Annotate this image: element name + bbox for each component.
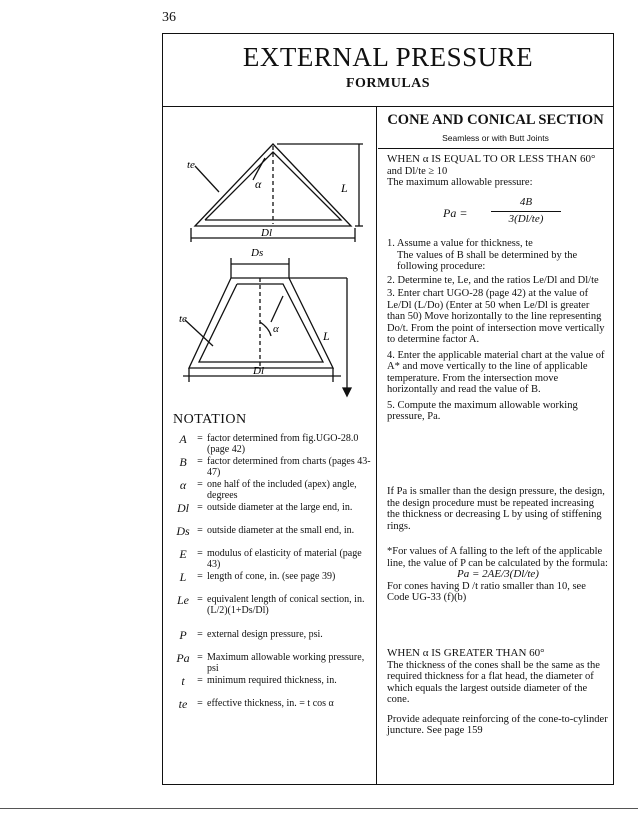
step-1-detail: The values of B shall be determined by the following procedure: xyxy=(397,249,578,272)
notation-desc: length of cone, in. (see page 39) xyxy=(207,571,336,582)
case2-text: The thickness of the cones shall be the same as the required thickness for a flat head, the diameter of which equals the largest outside diameter of the cone. xyxy=(387,659,600,705)
case1-condition: and Dl/te ≥ 10 xyxy=(387,165,448,177)
l-label-2: L xyxy=(323,329,330,343)
notation-desc: minimum required thickness, in. xyxy=(207,675,337,686)
page-subtitle: FORMULAS xyxy=(345,76,431,91)
page-number: 36 xyxy=(162,10,176,25)
case2-block xyxy=(387,648,609,737)
formula-bar xyxy=(491,211,561,212)
page-bottom-rule xyxy=(0,808,638,809)
notation-desc: modulus of elasticity of material (page 43) xyxy=(207,548,362,570)
notation-symbol: P xyxy=(179,628,187,642)
notation-symbol: te xyxy=(178,697,188,711)
procedure-steps xyxy=(387,238,609,423)
max-pressure-formula xyxy=(443,196,583,230)
alpha-ref-line xyxy=(271,296,283,322)
notation-desc: factor determined from fig.UGO-28.0 (page 42) xyxy=(207,433,359,455)
step-5: 5. Compute the maximum allowable working pressure, Pa. xyxy=(387,399,578,422)
section-subtitle: Seamless or with Butt Joints xyxy=(442,133,549,143)
note-smaller-pressure: If Pa is smaller than the design pressure, the design, the design procedure must be repeated increasing the thickness or decreasing L by using of stiffening rings. xyxy=(387,486,605,532)
l-arrow-2 xyxy=(343,388,351,396)
te-leader-2 xyxy=(185,320,213,346)
notation-symbol: t xyxy=(181,674,185,688)
alpha-label-2: α xyxy=(273,323,279,335)
note-left-of-line: *For values of A falling to the left of the applicable line, the value of P can be calculated by the formula: xyxy=(387,546,608,569)
notation-desc: equivalent length of conical section, in.(L/2)(1+Ds/Dl) xyxy=(207,594,365,616)
step-3: 3. Enter chart UGO-28 (page 42) at the value of Le/Dl (L/Do) (Enter at 50 when Le/Dl is greater than 50) Move horizontally to the line representing Do/t. From the point of intersection move vertically to determine factor A. xyxy=(387,288,605,345)
ds-label: Ds xyxy=(251,247,264,259)
notation-symbol: Pa xyxy=(176,651,190,665)
dl-label: Dl xyxy=(261,227,272,239)
case2-heading: WHEN α IS GREATER THAN 60° xyxy=(387,647,545,659)
notation-desc: Maximum allowable working pressure, psi xyxy=(207,652,365,674)
notation-symbol: B xyxy=(179,455,187,469)
page-frame: EXTERNAL PRESSURE FORMULAS CONE AND CONICAL SECTION Seamless or with Butt Joints te α L Dl Ds te α L Dl NOTATION A = factor determined from fig.UGO-28.0 (page 42) B = factor determined from charts (pages 43-47) α = one half of the included (apex) angle, degrees Dl = outside diameter at the large end, in. Ds = outside diameter at the small end, in. E = modulus of elasticity of material (page 43) L = length of cone, in. (see page 39) Le = equivalent length of conical section, in.(L/2)(1+Ds/Dl) P = external design pressure, psi. Pa = Maximum allowable working pressure, psi t = minimum required thickness, in. te = effective thickness, in. = t cos α WHEN α IS EQUAL TO OR LESS THAN 60° and Dl/te ≥ 10 The maximum allowable pressure: Pa = 4B 3(Dl/te) 1. Assume a value for thickness, te The values of B shall be determined by the following procedure: 2. Determine te, Le, and the ratios Le/Dl and Dl/te 3. Enter chart UGO-28 (page 42) at the value of Le/Dl (L/Do) (Enter at 50 when Le/Dl is greater than 50) Move horizontally to the line representing Do/t. From the point of intersection move vertically to determine factor A. 4. Enter the applicable material chart at the value of A* and move vertically to the line of applicable temperature. From the intersection move horizontally and read the value of B. 5. Compute the maximum allowable working pressure, Pa. If Pa is smaller than the design pressure, the design, the design procedure must be repeated increasing the thickness or decreasing L by using of stiffening rings. *For values of A falling to the left of the applicable line, the value of P can be calculated by the formula: Pa = 2AE/3(Dl/te) For cones having D /t ratio smaller than 10, see Code UG-33 (f)(b) WHEN α IS GREATER THAN 60° The thickness of the cones shall be the same as the required thickness for a flat head, the diameter of which equals the largest outside diameter of the cone. Provide adequate reinforcing of the cone-to-cylinder juncture. See page 159 xyxy=(162,33,614,785)
cone-diagram xyxy=(173,116,373,246)
notation-desc: factor determined from charts (pages 43-47) xyxy=(207,456,371,478)
case2-reinforcing: Provide adequate reinforcing of the cone-to-cylinder juncture. See page 159 xyxy=(387,713,608,736)
l-label: L xyxy=(341,181,348,195)
conical-section-diagram xyxy=(173,242,373,407)
formula-note xyxy=(387,546,609,604)
notation-symbol: α xyxy=(179,478,187,492)
section-divider xyxy=(378,148,613,149)
case1-block xyxy=(387,154,607,189)
alpha-label: α xyxy=(255,177,262,191)
notation-symbol: Le xyxy=(177,593,189,607)
formula-numerator: 4B xyxy=(519,196,533,208)
step-1: 1. Assume a value for thickness, te xyxy=(387,238,533,249)
notation-desc: outside diameter at the large end, in. xyxy=(207,502,353,513)
design-note xyxy=(387,486,609,532)
notation-symbol: L xyxy=(179,570,187,584)
dl-label-2: Dl xyxy=(253,365,264,377)
note-dt-ratio: For cones having D /t ratio smaller than 10, see Code UG-33 (f)(b) xyxy=(387,580,586,603)
te-label-2: te xyxy=(179,313,187,325)
section-title: CONE AND CONICAL SECTION xyxy=(387,112,604,128)
notation-desc: outside diameter at the small end, in. xyxy=(207,525,355,536)
notation-desc: external design pressure, psi. xyxy=(207,629,323,640)
case1-heading: WHEN α IS EQUAL TO OR LESS THAN 60° xyxy=(387,153,596,165)
header-box xyxy=(163,34,613,107)
alpha-arc-2 xyxy=(260,322,271,336)
formula-lhs: Pa = xyxy=(443,206,468,220)
step-4: 4. Enter the applicable material chart at the value of A* and move vertically to the line of applicable temperature. From the intersection move horizontally and read the value of B. xyxy=(387,349,605,395)
page-title: EXTERNAL PRESSURE xyxy=(242,42,534,72)
notation-symbol: A xyxy=(179,432,187,446)
alt-formula: Pa = 2AE/3(Dl/te) xyxy=(457,568,539,580)
step-2: 2. Determine te, Le, and the ratios Le/Dl and Dl/te xyxy=(387,274,599,286)
notation-symbol: E xyxy=(179,547,187,561)
notation-title: NOTATION xyxy=(173,412,247,427)
formula-denominator: 3(Dl/te) xyxy=(508,213,544,225)
notation-desc: effective thickness, in. = t cos α xyxy=(207,698,334,709)
case1-intro: The maximum allowable pressure: xyxy=(387,177,533,188)
te-label: te xyxy=(187,159,195,171)
notation-symbol: Dl xyxy=(177,501,189,515)
notation-item: A = factor determined from fig.UGO-28.0 (page 42) xyxy=(171,434,371,456)
te-leader xyxy=(195,166,219,192)
notation-desc: one half of the included (apex) angle, degrees xyxy=(207,479,357,501)
notation-symbol: Ds xyxy=(176,524,190,538)
column-divider xyxy=(376,106,377,784)
